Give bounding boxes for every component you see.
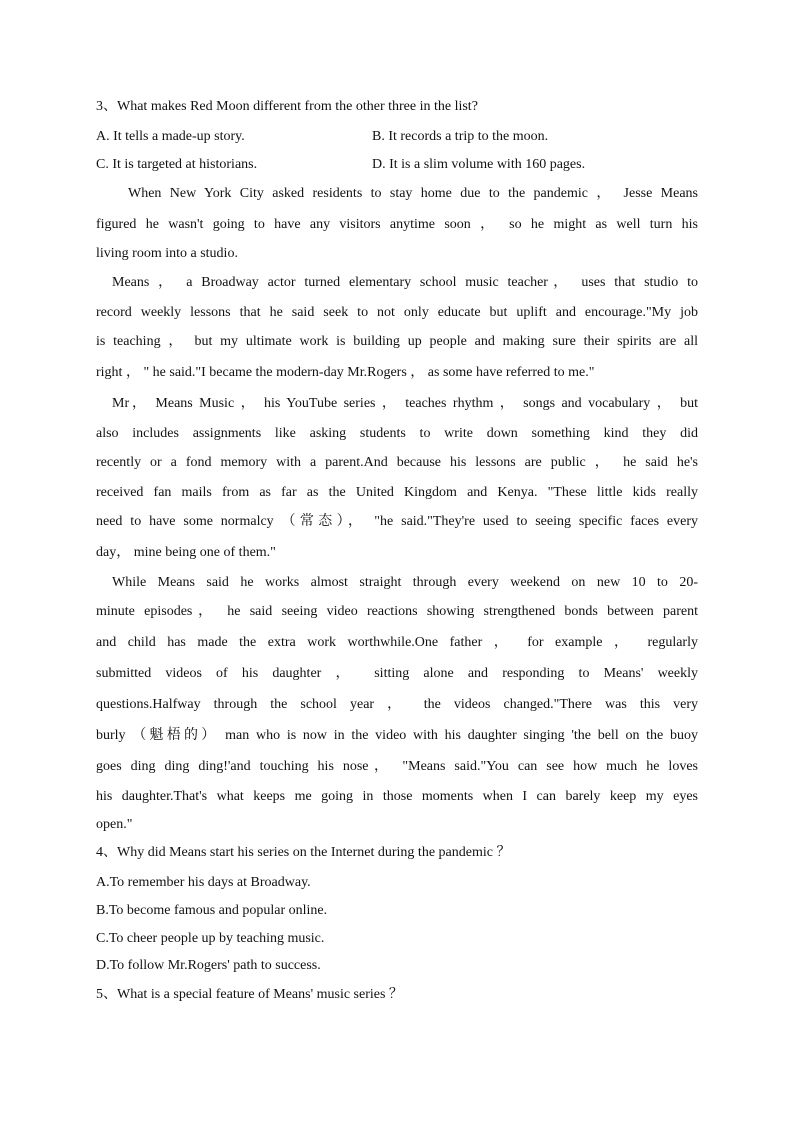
question-3-option-a: A. It tells a made-up story. [96, 129, 245, 144]
passage-line: When New York City asked residents to stay home due to the pandemic ， Jesse Means [128, 186, 698, 201]
question-4-option-d: D.To follow Mr.Rogers' path to success. [96, 958, 321, 973]
passage-line: is teaching ， but my ultimate work is building up people and making sure their spirits are all [96, 334, 698, 349]
passage-line: his daughter.That's what keeps me going in those moments when I can barely keep my eyes [96, 789, 698, 804]
question-3-option-b: B. It records a trip to the moon. [372, 129, 549, 144]
passage-line: right ， " he said."I became the modern-day Mr.Rogers ， as some have referred to me." [96, 365, 595, 380]
passage-line: Mr， Means Music ， his YouTube series ， teaches rhythm ， songs and vocabulary ， but [112, 396, 698, 411]
passage-line: While Means said he works almost straight through every weekend on new 10 to 20- [112, 575, 698, 590]
passage-line: goes ding ding ding!'and touching his nose， "Means said."You can see how much he loves [96, 759, 698, 774]
passage-line: submitted videos of his daughter ， sitting alone and responding to Means' weekly [96, 666, 698, 681]
question-5-stem: 5、What is a special feature of Means' music series ？ [96, 987, 403, 1002]
passage-line: open." [96, 817, 133, 832]
question-4-option-b: B.To become famous and popular online. [96, 903, 328, 918]
passage-line: Means ， a Broadway actor turned elementary school music teacher， uses that studio to [112, 275, 698, 290]
passage-line: day， mine being one of them." [96, 545, 276, 560]
question-3-option-c: C. It is targeted at historians. [96, 157, 258, 172]
passage-line: burly （魁梧的） man who is now in the video with his daughter singing 'the bell on the buoy [96, 728, 698, 743]
question-4-option-c: C.To cheer people up by teaching music. [96, 931, 325, 946]
passage-line: living room into a studio. [96, 246, 238, 261]
passage-line: figured he wasn't going to have any visitors anytime soon ， so he might as well turn his [96, 217, 698, 232]
question-4-option-a: A.To remember his days at Broadway. [96, 875, 311, 890]
question-3-option-d: D. It is a slim volume with 160 pages. [372, 157, 586, 172]
passage-line: recently or a fond memory with a parent.And because his lessons are public ， he said he's [96, 455, 698, 470]
passage-line: questions.Halfway through the school year ， the videos changed."There was this very [96, 697, 698, 712]
question-3-stem: 3、What makes Red Moon different from the other three in the list? [96, 99, 478, 114]
passage-line: record weekly lessons that he said seek to not only educate but uplift and encourage."My job [96, 305, 698, 320]
question-4-stem: 4、Why did Means start his series on the Internet during the pandemic ？ [96, 845, 511, 860]
passage-line: minute episodes， he said seeing video reactions showing strengthened bonds between parent [96, 604, 698, 619]
passage-line: need to have some normalcy （常态）， "he said."They're used to seeing specific faces every [96, 514, 698, 529]
passage-line: also includes assignments like asking students to write down something kind they did [96, 426, 698, 441]
passage-line: and child has made the extra work worthwhile.One father ， for example ， regularly [96, 635, 698, 650]
passage-line: received fan mails from as far as the United Kingdom and Kenya. "These little kids really [96, 485, 698, 500]
